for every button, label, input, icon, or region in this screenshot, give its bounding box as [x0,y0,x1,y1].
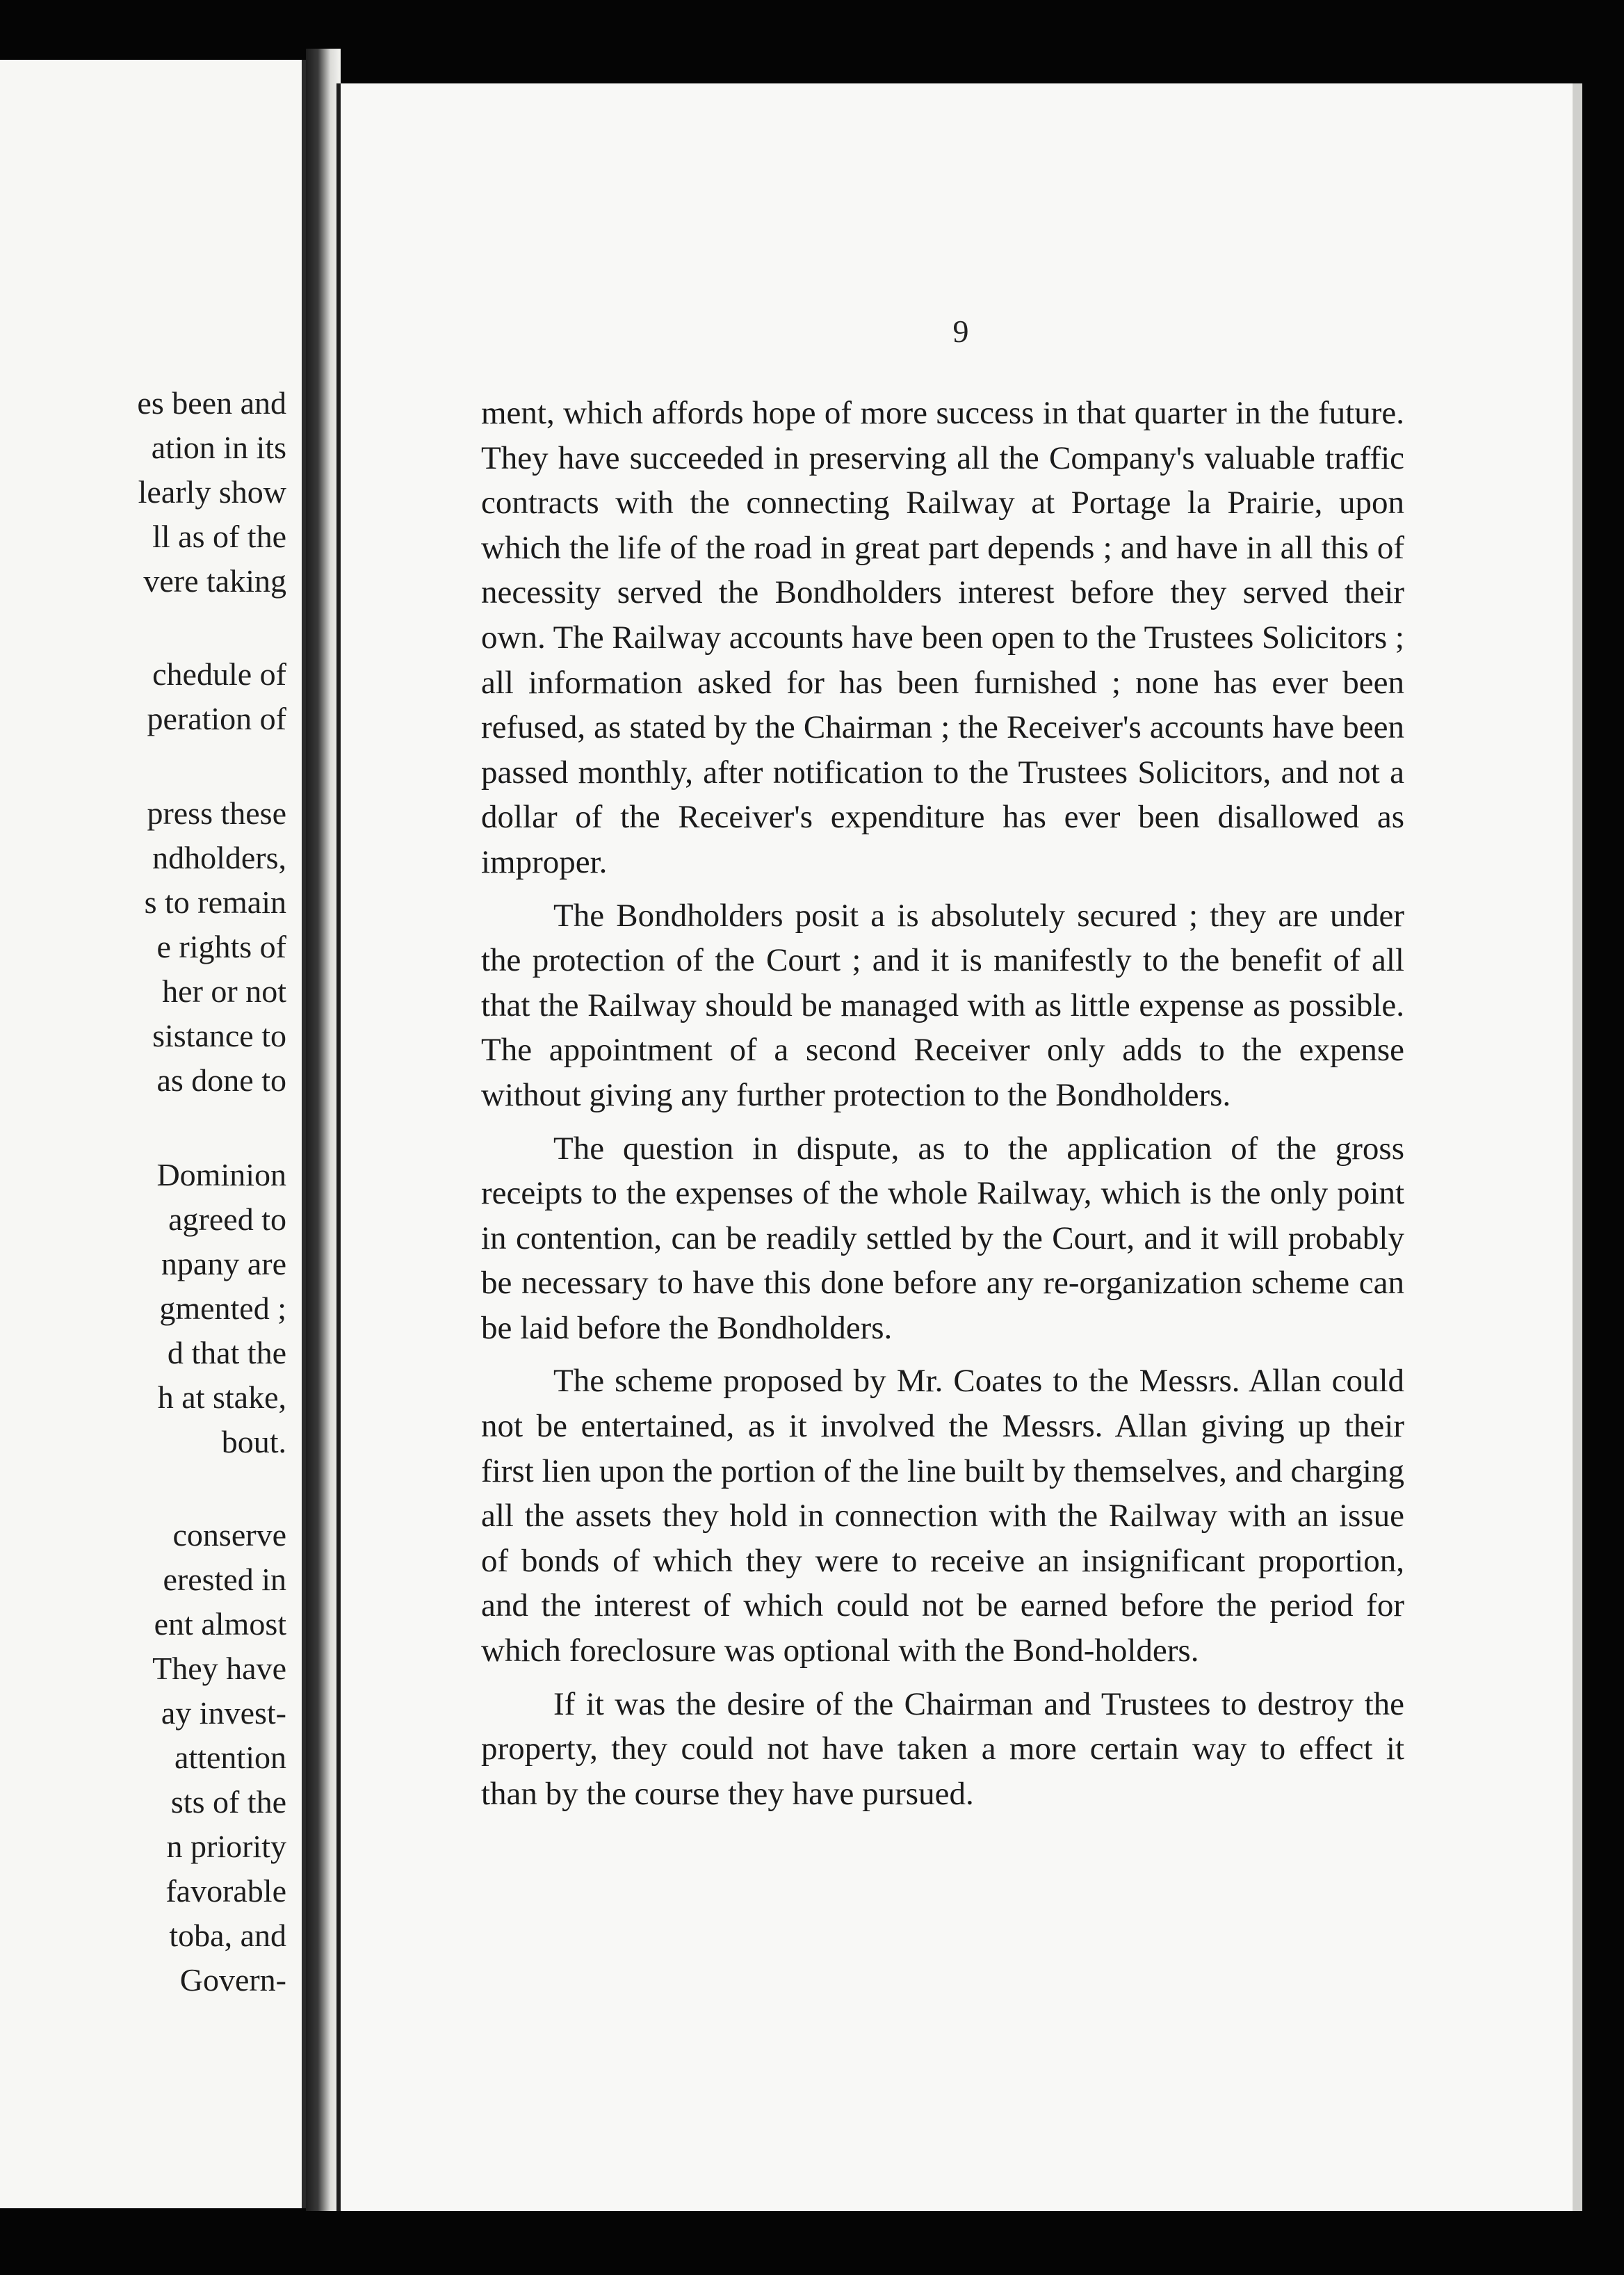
left-page-line: es been and [137,385,286,421]
left-page-line: ndholders, [152,840,286,875]
left-page-line: erested in [163,1562,286,1597]
left-page-line: ay invest- [161,1695,286,1731]
left-page-line: npany are [161,1246,286,1281]
left-page-line: favorable [165,1873,286,1909]
page-number: 9 [952,314,969,349]
right-page [336,83,1581,2211]
left-page-line: sts of the [170,1784,286,1820]
left-page-line: ation in its [151,430,286,465]
paragraph: The question in dispute, as to the application of the gross receipts to the expenses of the whole Railway, which is the only point in contention, can be readily settled by the Court, and it will probably be necessary to have this done before any re-organization scheme can be laid before the Bondholders. [481,1130,1404,1346]
left-page-line: ent almost [154,1606,286,1642]
paragraph: The Bondholders posit a is absolutely secured ; they are under the protection of the Court ; and it is manifestly to the benefit of all that the Railway should be managed with as little expense as possible. The appointment of a second Receiver only adds to the expense without giving any further protection to the Bondholders. [481,897,1404,1113]
left-page-line: peration of [147,701,286,736]
left-page-line: press these [147,795,286,831]
left-page-line: conserve [172,1517,286,1553]
left-page-line: h at stake, [157,1379,286,1415]
left-page-line: toba, and [169,1918,286,1953]
left-page-line: her or not [162,973,286,1009]
left-page-line: bout. [221,1424,286,1459]
left-page-line: They have [152,1651,286,1686]
left-page [0,60,306,2208]
left-page-line: chedule of [152,656,286,692]
left-page-line: e rights of [156,929,286,964]
paragraph: The scheme proposed by Mr. Coates to the Messrs. Allan could not be entertained, as it involved the Messrs. Allan giving up their first lien upon the portion of the line built by themselves, and charging all the assets they hold in connection with the Railway with an issue of bonds of which they were to receive an insignificant proportion, and the interest of which could not be earned before the period for which foreclosure was optional with the Bond-holders. [481,1363,1404,1669]
book-gutter [306,49,341,2211]
body-text [481,391,1404,1816]
left-page-line: attention [174,1740,286,1775]
left-page-line: s to remain [144,884,286,920]
left-page-line: d that the [167,1335,286,1370]
left-page-line: learly show [138,474,286,510]
page-edge [1573,83,1582,2211]
left-page-line: ll as of the [152,519,286,554]
paragraph: If it was the desire of the Chairman and Trustees to destroy the property, they could not have taken a more certain way to effect it than by the course they have pursued. [481,1685,1404,1812]
left-page-line: vere taking [143,563,286,599]
left-page-line: as done to [156,1062,286,1098]
left-page-line: agreed to [168,1201,286,1237]
left-page-line: n priority [166,1829,286,1864]
paragraph: ment, which affords hope of more success in that quarter in the future. They have succeeded in preserving all the Company's valuable traffic contracts with the connecting Railway at Portage la Prairie, upon which the life of the road in great part depends ; and have in all this of necessity served the Bondholders interest before they served their own. The Railway accounts have been open to the Trustees Solicitors ; all information asked for has been furnished ; none has ever been refused, as stated by the Chairman ; the Receiver's accounts have been passed monthly, after notification to the Trustees Solicitors, and not a dollar of the Receiver's expenditure has ever been disallowed as improper. [481,395,1404,880]
left-page-line: Govern- [179,1962,286,1998]
left-page-line: gmented ; [159,1290,286,1326]
left-page-line: sistance to [152,1018,286,1053]
left-page-line: Dominion [156,1157,286,1192]
